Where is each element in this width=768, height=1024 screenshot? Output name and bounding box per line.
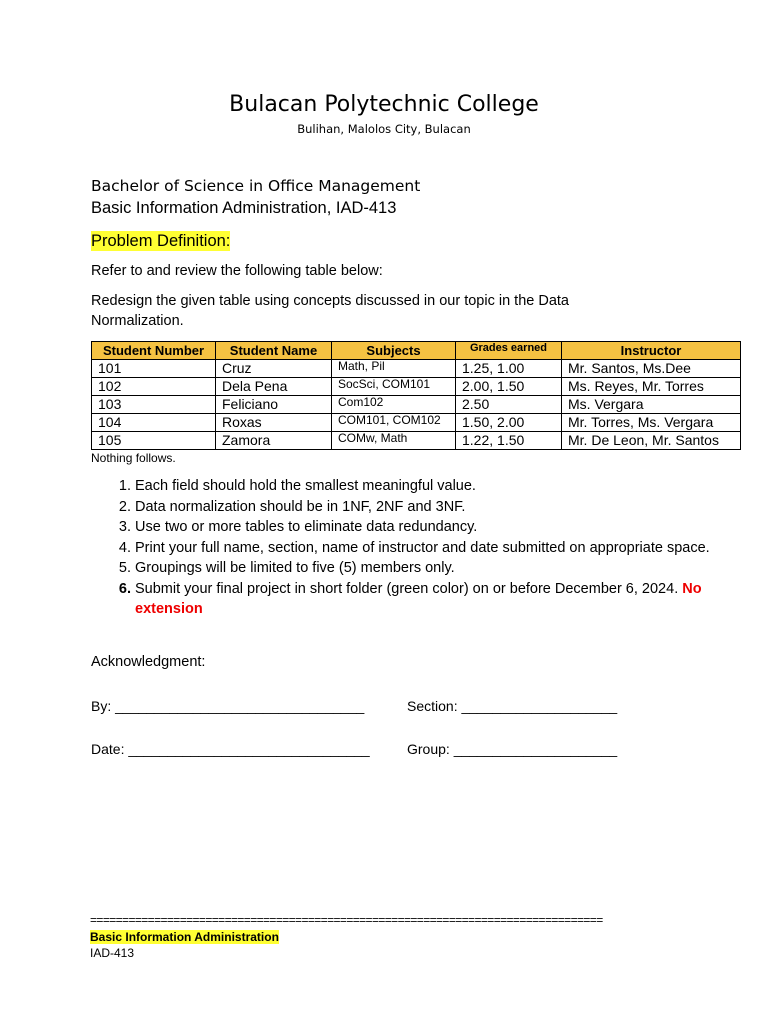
footer-title xyxy=(90,930,279,945)
section-field: Section: ____________________ xyxy=(407,698,618,714)
requirement-text: Submit your final project in short folder (green color) on or before December 6, 2024. xyxy=(135,580,679,597)
table-cell: 105 xyxy=(92,432,216,450)
table-cell: Mr. Santos, Ms.Dee xyxy=(562,360,741,378)
table-cell: 2.00, 1.50 xyxy=(456,378,562,396)
list-item xyxy=(135,558,715,579)
table-cell: 1.50, 2.00 xyxy=(456,414,562,432)
requirement-text: Print your full name, section, name of instructor and date submitted on appropriate space. xyxy=(135,539,710,556)
list-item xyxy=(135,476,715,497)
table-header-row xyxy=(92,342,741,360)
table-cell: 101 xyxy=(92,360,216,378)
table-row xyxy=(92,360,741,378)
table-cell: Math, Pil xyxy=(332,360,456,378)
table-row xyxy=(92,396,741,414)
acknowledgment-label: Acknowledgment: xyxy=(91,654,206,670)
table-cell: Mr. Torres, Ms. Vergara xyxy=(562,414,741,432)
requirement-text: Groupings will be limited to five (5) members only. xyxy=(135,560,455,576)
table-cell: SocSci, COM101 xyxy=(332,378,456,396)
table-cell: Feliciano xyxy=(216,396,332,414)
no-extension-notice: No extension xyxy=(135,580,702,617)
table-cell: 104 xyxy=(92,414,216,432)
requirement-text: Each field should hold the smallest meaningful value. xyxy=(135,478,476,494)
table-cell: Dela Pena xyxy=(216,378,332,396)
by-field: By: ________________________________ xyxy=(91,698,365,714)
requirements-list xyxy=(91,476,715,620)
list-item xyxy=(135,497,715,518)
table-cell: Mr. De Leon, Mr. Santos xyxy=(562,432,741,450)
footer-divider: ================================================================================ xyxy=(90,913,603,927)
list-item xyxy=(135,517,715,538)
requirement-text: Use two or more tables to eliminate data redundancy. xyxy=(135,519,478,535)
table-cell: COM101, COM102 xyxy=(332,414,456,432)
program-title: Bachelor of Science in Office Management xyxy=(91,177,421,195)
table-cell: 1.25, 1.00 xyxy=(456,360,562,378)
table-row xyxy=(92,432,741,450)
column-header: Subjects xyxy=(332,342,456,360)
table-row xyxy=(92,414,741,432)
table-row xyxy=(92,378,741,396)
column-header: Grades earned xyxy=(456,342,562,360)
table-cell: 102 xyxy=(92,378,216,396)
table-cell: 103 xyxy=(92,396,216,414)
instruction-text-1: Refer to and review the following table below: xyxy=(91,263,383,279)
table-cell: Ms. Vergara xyxy=(562,396,741,414)
table-cell: Com102 xyxy=(332,396,456,414)
table-cell: Ms. Reyes, Mr. Torres xyxy=(562,378,741,396)
instruction-text-2: Redesign the given table using concepts discussed in our topic in the Data Normalization. xyxy=(91,293,569,329)
list-item xyxy=(135,579,715,620)
table-cell: Roxas xyxy=(216,414,332,432)
table-cell: 1.22, 1.50 xyxy=(456,432,562,450)
table-cell: Cruz xyxy=(216,360,332,378)
college-name: Bulacan Polytechnic College xyxy=(229,92,539,117)
college-address: Bulihan, Malolos City, Bulacan xyxy=(297,122,471,136)
list-item xyxy=(135,538,715,559)
group-field: Group: _____________________ xyxy=(407,741,618,757)
footer-title-text: Basic Information Administration xyxy=(90,930,279,944)
requirement-text: Data normalization should be in 1NF, 2NF and 3NF. xyxy=(135,498,466,515)
problem-definition-heading xyxy=(91,230,230,252)
student-grades-table xyxy=(91,341,741,450)
column-header: Instructor xyxy=(562,342,741,360)
date-field: Date: _______________________________ xyxy=(91,741,370,757)
table-cell: 2.50 xyxy=(456,396,562,414)
table-cell: COMw, Math xyxy=(332,432,456,450)
problem-definition-label: Problem Definition: xyxy=(91,232,231,250)
table-cell: Zamora xyxy=(216,432,332,450)
course-title: Basic Information Administration, IAD-413 xyxy=(91,199,397,217)
column-header: Student Number xyxy=(92,342,216,360)
column-header: Student Name xyxy=(216,342,332,360)
footer-course-code: IAD-413 xyxy=(90,946,135,960)
table-note: Nothing follows. xyxy=(91,451,176,465)
